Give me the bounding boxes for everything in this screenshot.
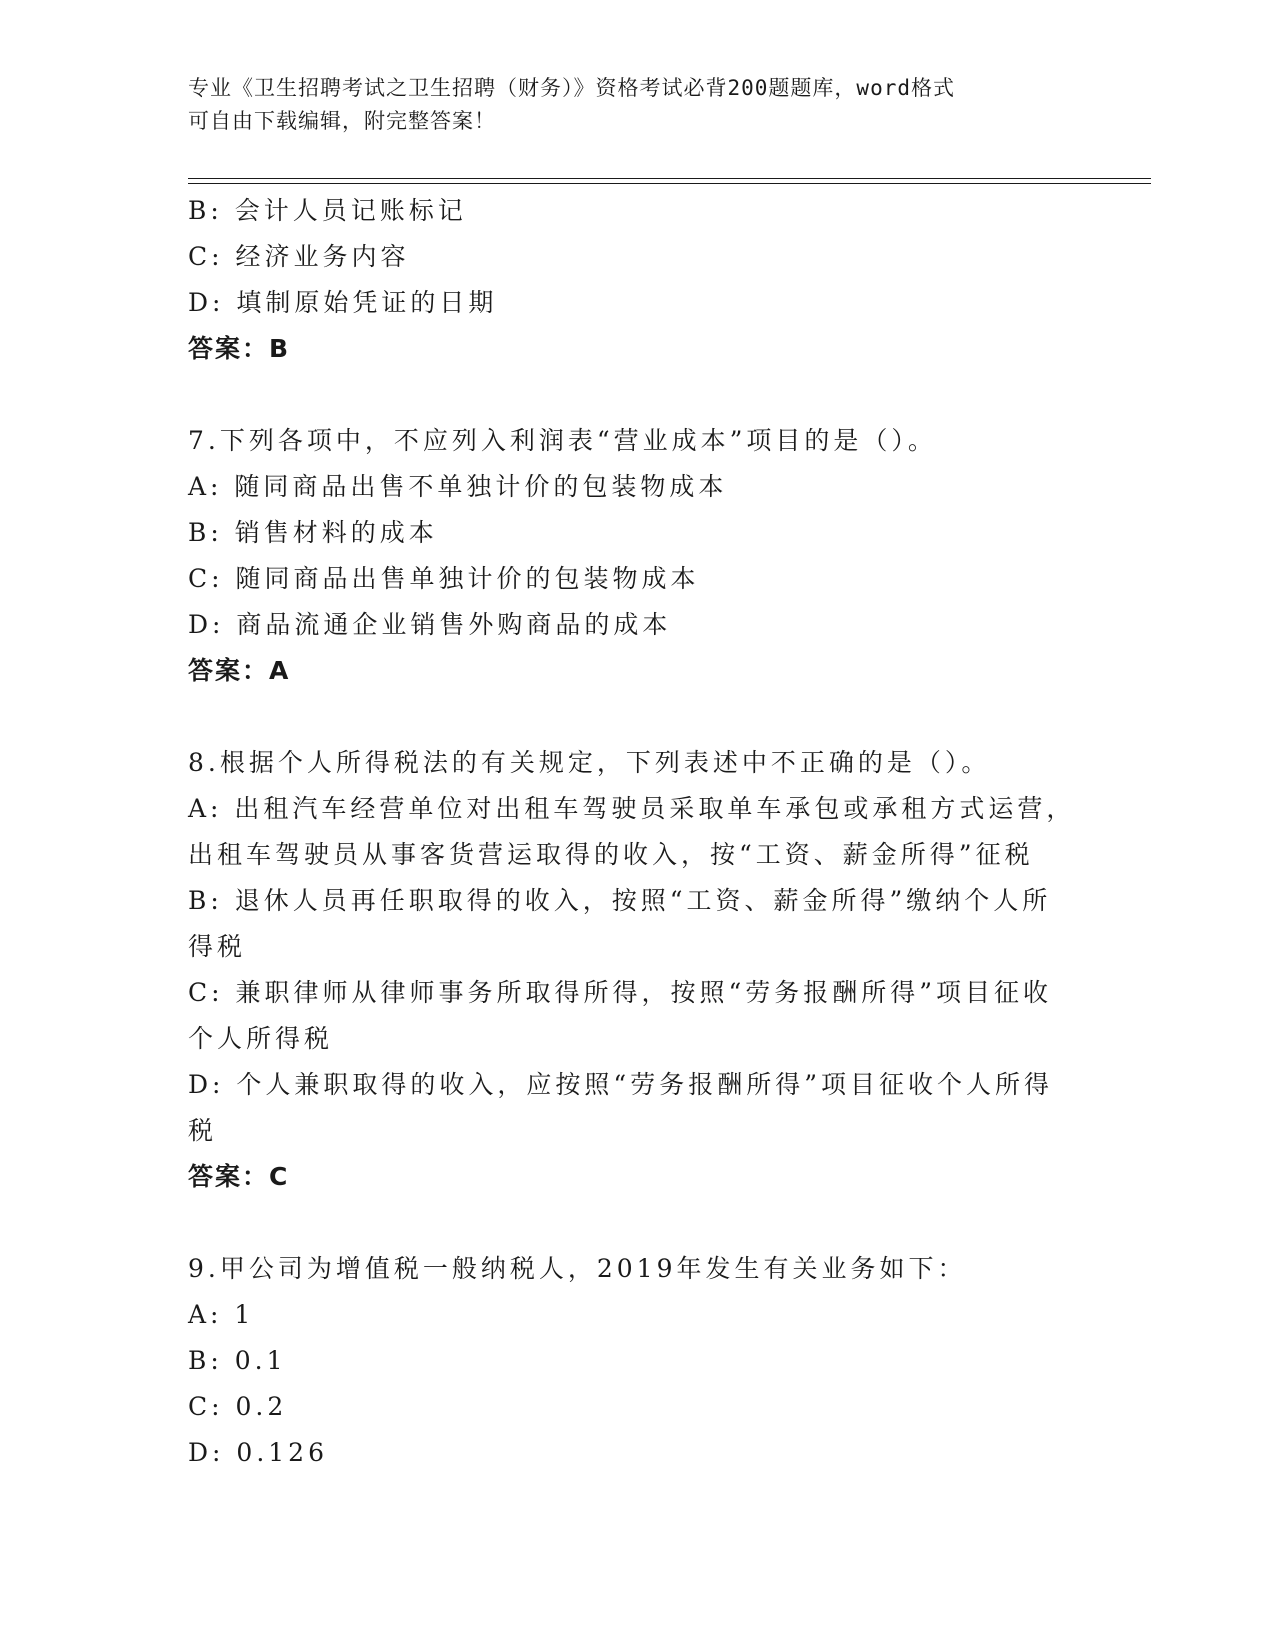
q8-option-c-line-1: C: 兼职律师从律师事务所取得所得，按照“劳务报酬所得”项目征收 xyxy=(188,978,1053,1007)
q7-stem: 7.下列各项中，不应列入利润表“营业成本”项目的是（）。 xyxy=(188,426,937,455)
q9-option-b: B: 0.1 xyxy=(188,1346,287,1375)
q6-option-c: C: 经济业务内容 xyxy=(188,242,410,271)
document-body xyxy=(188,188,1088,1476)
q6-option-d: D: 填制原始凭证的日期 xyxy=(188,288,498,317)
spacer xyxy=(188,372,1088,418)
q9-option-a: A: 1 xyxy=(188,1300,255,1329)
question-7 xyxy=(188,418,1088,694)
q8-option-a-line-1: A: 出租汽车经营单位对出租车驾驶员采取单车承包或承租方式运营， xyxy=(188,794,1076,823)
header-line-2: 可自由下载编辑，附完整答案！ xyxy=(188,109,496,133)
document-header xyxy=(188,72,1068,138)
q8-option-b-line-1: B: 退休人员再任职取得的收入，按照“工资、薪金所得”缴纳个人所 xyxy=(188,886,1052,915)
q8-stem: 8.根据个人所得税法的有关规定，下列表述中不正确的是（）。 xyxy=(188,748,991,777)
spacer xyxy=(188,1200,1088,1246)
q8-option-d-line-2: 税 xyxy=(188,1116,218,1145)
q8-option-b-line-2: 得税 xyxy=(188,932,247,961)
q9-option-d: D: 0.126 xyxy=(188,1438,328,1467)
q8-option-a-line-2: 出租车驾驶员从事客货营运取得的收入，按“工资、薪金所得”征税 xyxy=(188,840,1034,869)
question-6 xyxy=(188,188,1088,372)
q6-answer: 答案：B xyxy=(188,334,291,363)
q8-option-c-line-2: 个人所得税 xyxy=(188,1024,334,1053)
spacer xyxy=(188,694,1088,740)
q7-option-c: C: 随同商品出售单独计价的包装物成本 xyxy=(188,564,700,593)
header-line-1: 专业《卫生招聘考试之卫生招聘（财务）》资格考试必背200题题库，word格式 xyxy=(188,76,955,100)
header-rule-top xyxy=(188,178,1151,179)
question-8 xyxy=(188,740,1088,1200)
q8-answer: 答案：C xyxy=(188,1162,290,1191)
q8-option-d-line-1: D: 个人兼职取得的收入，应按照“劳务报酬所得”项目征收个人所得 xyxy=(188,1070,1053,1099)
q9-option-c: C: 0.2 xyxy=(188,1392,288,1421)
q9-stem: 9.甲公司为增值税一般纳税人，2019年发生有关业务如下： xyxy=(188,1254,967,1283)
q7-option-d: D: 商品流通企业销售外购商品的成本 xyxy=(188,610,672,639)
q6-option-b: B: 会计人员记账标记 xyxy=(188,196,467,225)
q7-option-a: A: 随同商品出售不单独计价的包装物成本 xyxy=(188,472,728,501)
q7-answer: 答案：A xyxy=(188,656,291,685)
q7-option-b: B: 销售材料的成本 xyxy=(188,518,438,547)
question-9 xyxy=(188,1246,1088,1476)
header-rule-bottom xyxy=(188,183,1151,184)
